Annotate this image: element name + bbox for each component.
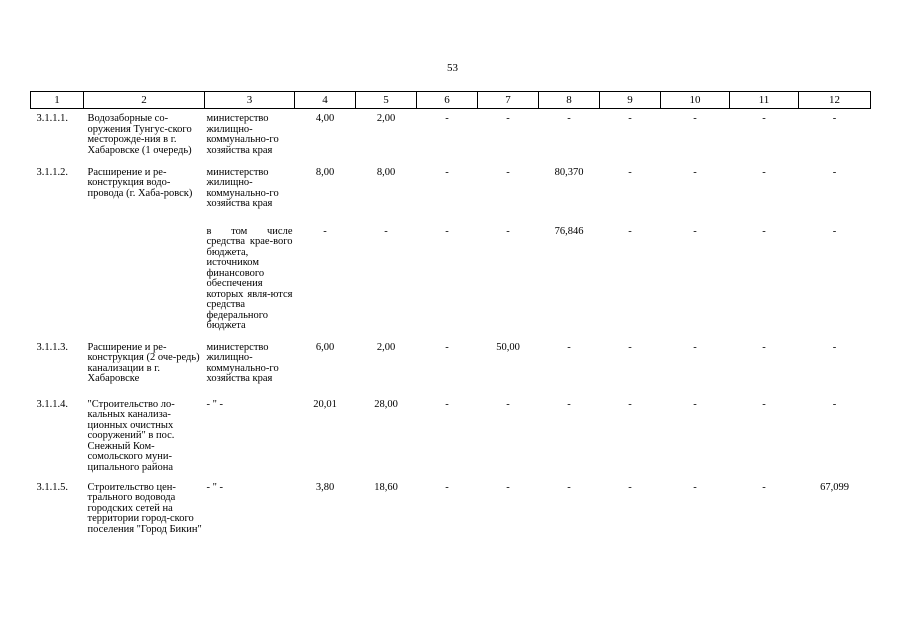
row-value: 80,370 xyxy=(554,166,584,178)
row-executor: министерство жилищно-коммунально-го хозяйства края xyxy=(206,113,279,156)
header-row xyxy=(31,92,871,109)
row-value: - xyxy=(323,225,327,237)
row-value: - xyxy=(762,113,766,124)
table-row xyxy=(31,109,871,168)
row-value: - xyxy=(628,481,632,493)
row-name: Расширение и ре-конструкция водо-провода (г. Хаба-ровск) xyxy=(87,166,193,199)
row-value: 20,01 xyxy=(313,398,337,410)
row-value: - xyxy=(693,113,697,124)
row-code: 3.1.1.3. xyxy=(36,341,68,353)
row-value: - xyxy=(693,398,697,410)
row-value: - xyxy=(506,113,510,124)
row-value: - xyxy=(384,225,388,237)
column-header: 5 xyxy=(356,92,417,109)
column-header: 6 xyxy=(417,92,478,109)
row-value: - xyxy=(693,225,697,237)
row-executor: министерство жилищно-коммунально-го хозяйства края xyxy=(206,166,279,209)
row-code: 3.1.1.5. xyxy=(36,481,68,493)
row-value: 28,00 xyxy=(374,398,398,410)
table-row xyxy=(31,400,871,483)
column-header: 7 xyxy=(478,92,539,109)
page-number: 53 xyxy=(447,62,458,74)
row-value: - xyxy=(567,341,571,353)
row-value: - xyxy=(628,166,632,178)
row-value: 2,00 xyxy=(376,113,396,124)
row-value: 8,00 xyxy=(376,166,396,178)
row-value: - xyxy=(832,341,837,353)
row-value: 8,00 xyxy=(315,166,335,178)
row-executor: в том числе средства крае-вого бюджета, источником финансового обеспечения которых явля-ются средства федерального бюджета xyxy=(206,225,293,331)
table-row xyxy=(31,483,871,553)
row-value: - xyxy=(762,481,766,493)
row-value: - xyxy=(567,481,571,493)
row-value: - xyxy=(762,398,766,410)
row-value: - xyxy=(832,225,837,237)
row-name: "Строительство ло-кальных канализа-ционных очистных сооружений" в пос. Снежный Ком-сомольского муни-ципального района xyxy=(87,398,175,473)
column-header: 4 xyxy=(295,92,356,109)
row-value: - xyxy=(628,113,632,124)
budget-table xyxy=(30,91,871,553)
row-value: - xyxy=(628,398,632,410)
row-value: - xyxy=(832,398,837,410)
row-value: - xyxy=(832,113,837,124)
row-name: Расширение и ре-конструкция (2 оче-редь) канализации в г. Хабаровске xyxy=(87,341,200,384)
table-row xyxy=(31,168,871,227)
row-value: 67,099 xyxy=(820,481,849,493)
row-name xyxy=(84,227,205,343)
row-code: 3.1.1.4. xyxy=(36,398,68,410)
column-header: 8 xyxy=(539,92,600,109)
row-value: - xyxy=(628,341,632,353)
row-value: - xyxy=(506,398,510,410)
row-value: 18,60 xyxy=(374,481,398,493)
row-value: - xyxy=(445,341,449,353)
row-value: 6,00 xyxy=(315,341,335,353)
row-value: - xyxy=(762,341,766,353)
column-header: 11 xyxy=(730,92,799,109)
row-value: - xyxy=(693,341,697,353)
column-header: 3 xyxy=(205,92,295,109)
row-executor: министерство жилищно-коммунально-го хозяйства края xyxy=(206,341,279,384)
row-executor: - " - xyxy=(206,481,224,493)
row-value: - xyxy=(445,481,449,493)
row-value: - xyxy=(506,481,510,493)
row-code xyxy=(31,227,84,343)
row-value: - xyxy=(567,398,571,410)
row-value: 76,846 xyxy=(554,225,584,237)
column-header: 9 xyxy=(600,92,661,109)
row-value: - xyxy=(832,166,837,178)
row-value: - xyxy=(506,225,510,237)
row-name: Водозаборные со-оружения Тунгус-ского месторожде-ния в г. Хабаровске (1 очередь) xyxy=(87,113,192,156)
row-value: - xyxy=(567,113,571,124)
row-value: - xyxy=(762,225,766,237)
row-code: 3.1.1.1. xyxy=(36,113,68,124)
column-header: 1 xyxy=(31,92,84,109)
row-code: 3.1.1.2. xyxy=(36,166,68,178)
table-row xyxy=(31,343,871,400)
column-header: 10 xyxy=(661,92,730,109)
row-value: 2,00 xyxy=(376,341,396,353)
row-value: - xyxy=(506,166,510,178)
row-value: 50,00 xyxy=(496,341,520,353)
row-value: - xyxy=(445,113,449,124)
column-header: 12 xyxy=(799,92,871,109)
column-header: 2 xyxy=(84,92,205,109)
row-value: - xyxy=(445,166,449,178)
row-value: - xyxy=(445,398,449,410)
row-value: - xyxy=(628,225,632,237)
row-value: 4,00 xyxy=(315,113,335,124)
row-value: - xyxy=(693,166,697,178)
row-executor: - " - xyxy=(206,398,224,410)
row-value: - xyxy=(762,166,766,178)
row-value: - xyxy=(445,225,449,237)
table-row xyxy=(31,227,871,343)
row-name: Строительство цен-трального водовода городских сетей на территории город-ского поселения "Город Бикин" xyxy=(87,481,202,535)
row-value: 3,80 xyxy=(315,481,335,493)
row-value: - xyxy=(693,481,697,493)
